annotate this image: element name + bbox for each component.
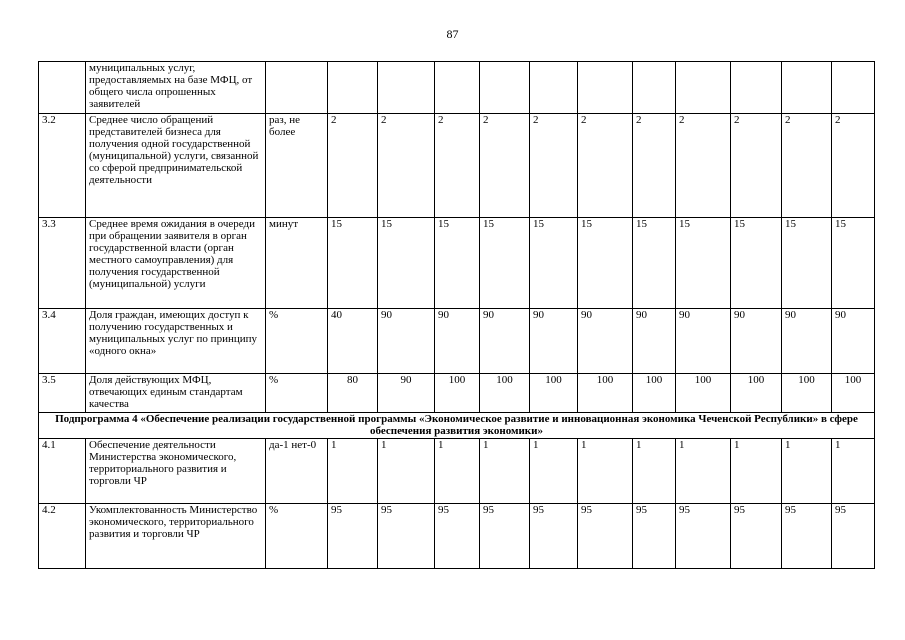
indicator-value: 1: [633, 439, 676, 504]
indicator-value: 1: [578, 439, 633, 504]
table-row: [39, 374, 875, 413]
indicator-value: 2: [328, 114, 378, 218]
table-row: [39, 309, 875, 374]
indicator-value: 1: [328, 439, 378, 504]
indicator-value: 1: [832, 439, 875, 504]
indicator-value: 90: [435, 309, 480, 374]
indicator-value: 95: [530, 504, 578, 569]
indicator-value: 100: [676, 374, 731, 413]
table-row: [39, 62, 875, 114]
indicator-value: 1: [782, 439, 832, 504]
indicator-value: [578, 62, 633, 114]
indicator-name: Обеспечение деятельности Министерства экономического, территориального развития и торговли ЧР: [86, 439, 266, 504]
indicator-value: 95: [328, 504, 378, 569]
indicator-value: 40: [328, 309, 378, 374]
indicator-value: 2: [633, 114, 676, 218]
indicator-value: 95: [633, 504, 676, 569]
indicator-value: 2: [378, 114, 435, 218]
indicator-name: Доля действующих МФЦ, отвечающих единым стандартам качества: [86, 374, 266, 413]
table-row: [39, 504, 875, 569]
indicator-value: 2: [731, 114, 782, 218]
indicator-value: 1: [530, 439, 578, 504]
indicator-value: 100: [633, 374, 676, 413]
indicator-value: 100: [435, 374, 480, 413]
indicator-value: 1: [435, 439, 480, 504]
indicator-value: 90: [731, 309, 782, 374]
indicator-value: 2: [782, 114, 832, 218]
row-number: 3.4: [39, 309, 86, 374]
row-number: 4.2: [39, 504, 86, 569]
indicator-value: [782, 62, 832, 114]
indicator-unit: %: [266, 374, 328, 413]
indicator-value: 15: [435, 218, 480, 309]
indicator-value: 1: [378, 439, 435, 504]
row-number: 3.2: [39, 114, 86, 218]
indicator-value: 90: [378, 374, 435, 413]
indicator-value: 100: [578, 374, 633, 413]
indicator-unit: %: [266, 504, 328, 569]
indicator-value: 100: [832, 374, 875, 413]
table-row: [39, 218, 875, 309]
row-number: 3.5: [39, 374, 86, 413]
indicator-value: 15: [782, 218, 832, 309]
indicator-value: 95: [578, 504, 633, 569]
indicator-value: 95: [832, 504, 875, 569]
indicator-unit: минут: [266, 218, 328, 309]
indicator-value: 90: [832, 309, 875, 374]
indicator-value: [328, 62, 378, 114]
indicator-unit: раз, не более: [266, 114, 328, 218]
indicator-name: Доля граждан, имеющих доступ к получению государственных и муниципальных услуг по принципу «одного окна»: [86, 309, 266, 374]
indicator-value: 2: [676, 114, 731, 218]
indicator-value: 90: [782, 309, 832, 374]
indicator-value: 95: [782, 504, 832, 569]
indicator-value: 15: [578, 218, 633, 309]
indicator-unit: да-1 нет-0: [266, 439, 328, 504]
indicator-value: 100: [731, 374, 782, 413]
table-row: [39, 114, 875, 218]
indicator-value: 100: [530, 374, 578, 413]
indicator-name: Среднее число обращений представителей бизнеса для получения одной государственной (муниципальной) услуги, связанной со сферой предпринимательской деятельности: [86, 114, 266, 218]
indicator-value: 90: [378, 309, 435, 374]
indicator-value: 90: [676, 309, 731, 374]
indicator-value: 80: [328, 374, 378, 413]
indicator-value: 2: [480, 114, 530, 218]
indicator-value: [480, 62, 530, 114]
indicator-value: 2: [530, 114, 578, 218]
indicator-value: [731, 62, 782, 114]
subprogram-title: Подпрограмма 4 «Обеспечение реализации государственной программы «Экономическое развитие и инновационная экономика Чеченской Республики» в сфере обеспечения развития экономики»: [39, 413, 875, 439]
row-number: 3.3: [39, 218, 86, 309]
indicator-value: 15: [530, 218, 578, 309]
indicator-value: 2: [832, 114, 875, 218]
indicator-value: 95: [378, 504, 435, 569]
indicator-value: 90: [633, 309, 676, 374]
indicator-value: [676, 62, 731, 114]
indicator-value: [633, 62, 676, 114]
indicator-name: Укомплектованность Министерство экономического, территориального развития и торговли ЧР: [86, 504, 266, 569]
indicator-value: 15: [676, 218, 731, 309]
indicator-value: 95: [731, 504, 782, 569]
indicator-value: [530, 62, 578, 114]
indicator-value: 1: [731, 439, 782, 504]
indicator-unit: %: [266, 309, 328, 374]
indicators-table: [38, 61, 875, 569]
indicator-value: 2: [435, 114, 480, 218]
indicator-value: 95: [435, 504, 480, 569]
indicator-value: [832, 62, 875, 114]
indicator-value: 1: [480, 439, 530, 504]
indicator-value: [378, 62, 435, 114]
indicator-value: 100: [782, 374, 832, 413]
indicator-value: 95: [480, 504, 530, 569]
indicator-value: 100: [480, 374, 530, 413]
indicator-name: муниципальных услуг, предоставляемых на базе МФЦ, от общего числа опрошенных заявителей: [86, 62, 266, 114]
indicator-name: Среднее время ожидания в очереди при обращении заявителя в орган государственной власти (орган местного самоуправления) для получения государственной (муниципальной) услуги: [86, 218, 266, 309]
subprogram-row: [39, 413, 875, 439]
indicator-value: 90: [578, 309, 633, 374]
row-number: 4.1: [39, 439, 86, 504]
table-row: [39, 439, 875, 504]
indicator-value: 15: [832, 218, 875, 309]
indicator-value: 15: [378, 218, 435, 309]
indicator-value: 95: [676, 504, 731, 569]
indicator-value: 2: [578, 114, 633, 218]
indicator-value: 90: [480, 309, 530, 374]
indicator-value: 15: [633, 218, 676, 309]
indicator-value: [435, 62, 480, 114]
row-number: [39, 62, 86, 114]
page-number: 87: [446, 27, 459, 41]
indicator-unit: [266, 62, 328, 114]
indicator-value: 15: [480, 218, 530, 309]
indicator-value: 15: [731, 218, 782, 309]
indicator-value: 15: [328, 218, 378, 309]
indicator-value: 90: [530, 309, 578, 374]
indicator-value: 1: [676, 439, 731, 504]
